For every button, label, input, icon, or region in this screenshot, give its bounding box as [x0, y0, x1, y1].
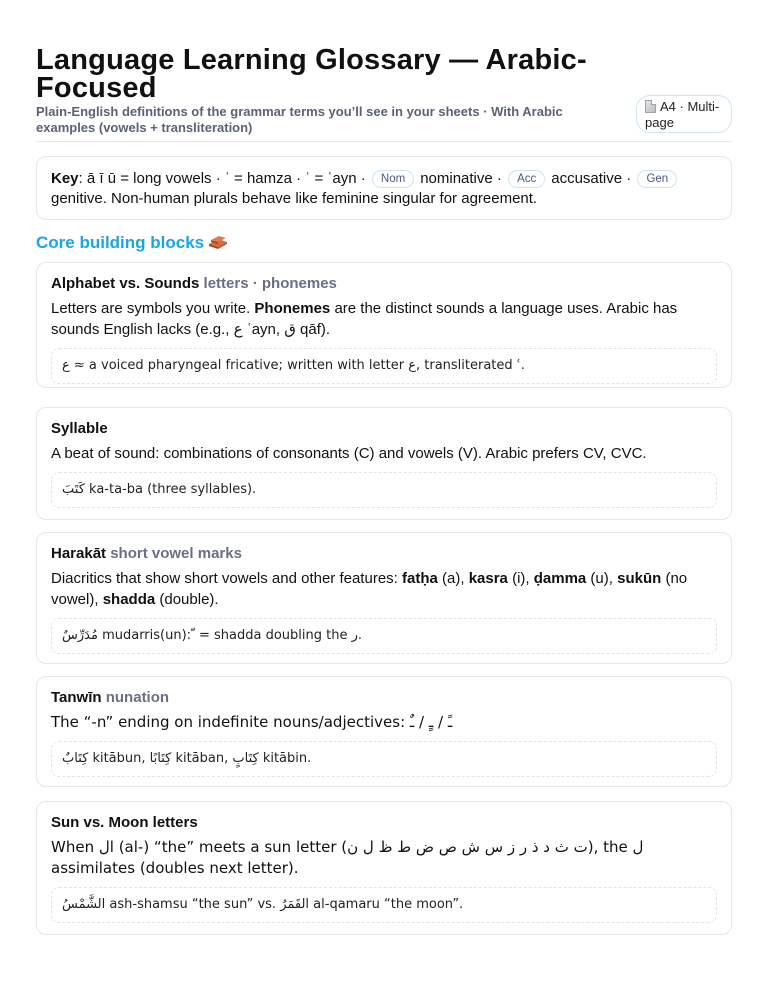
key-text-genitive: genitive. Non-human plurals behave like feminine singular for agreement. — [51, 190, 538, 207]
brick-icon — [208, 235, 228, 249]
page-title: Language Learning Glossary — Arabic-Focused — [36, 44, 587, 104]
definition-text: (double). — [155, 591, 219, 608]
term-kasra: kasra — [468, 570, 508, 587]
tag-nom: Nom — [372, 170, 414, 188]
card-example: الشَّمْسُ ash-shamsu “the sun” vs. القَمَرُ al-qamaru “the moon”. — [51, 887, 717, 923]
key-label: Key — [51, 170, 79, 187]
definition-text: (no vowel), — [51, 570, 688, 608]
definition-text: (i), — [507, 570, 534, 587]
card-title — [51, 544, 717, 564]
card-definition: A beat of sound: combinations of consonants (C) and vowels (V). Arabic prefers CV, CVC. — [51, 445, 647, 462]
term-fatha: fatḥa — [402, 570, 438, 587]
key-legend — [36, 156, 732, 220]
definition-text: (a), — [437, 570, 469, 587]
key-text-vowels: : ā ī ū = long vowels · ʾ = hamza · ʿ = ʿayn · — [78, 170, 366, 187]
definition-text: Letters are symbols you write. — [51, 300, 255, 317]
card-definition: When ال (al-) “the” meets a sun letter (ت ث د ذ ر ز س ش ص ض ط ظ ل ن), the ل assimilates (doubles next letter). — [51, 838, 644, 877]
card-subtitle: nunation — [105, 689, 170, 706]
term-damma: ḍamma — [533, 570, 587, 587]
card-example: ع ≈ a voiced pharyngeal fricative; written with letter ع, transliterated ʿ. — [51, 348, 717, 384]
section-heading — [36, 232, 228, 254]
card-example: كَتَبَ ka-ta-ba (three syllables). — [51, 472, 717, 508]
definition-text: are the distinct sounds a language uses. Arabic has sounds English lacks (e.g., ع ʿayn, ق qāf). — [51, 300, 678, 338]
key-text-accusative: accusative · — [551, 170, 632, 187]
card-tanwin — [36, 676, 732, 787]
card-subtitle: short vowel marks — [110, 545, 242, 562]
card-subtitle: letters · phonemes — [203, 275, 337, 292]
document-icon — [645, 100, 656, 113]
card-definition — [51, 298, 717, 340]
card-title: Sun vs. Moon letters — [51, 814, 198, 831]
format-badge — [636, 95, 732, 133]
term-sukun: sukūn — [617, 570, 662, 587]
card-alphabet-vs-sounds — [36, 262, 732, 388]
card-title-text: Harakāt — [51, 545, 107, 562]
card-syllable — [36, 407, 732, 520]
glossary-page — [36, 44, 732, 912]
term-shadda: shadda — [102, 591, 156, 608]
card-title — [51, 274, 717, 294]
tag-gen: Gen — [637, 170, 677, 188]
page-header — [36, 46, 732, 142]
card-example: كِتَابٌ kitābun, كِتَابًا kitāban, كِتَابٍ kitābin. — [51, 741, 717, 777]
card-title — [51, 688, 717, 708]
definition-text: Diacritics that show short vowels and other features: — [51, 570, 402, 587]
card-title-text: Tanwīn — [51, 689, 102, 706]
card-definition — [51, 568, 717, 610]
card-example: مُدَرِّسٌ mudarris(un): ّ = shadda doubling the ر. — [51, 618, 717, 654]
card-harakat — [36, 532, 732, 664]
tag-acc: Acc — [508, 170, 545, 188]
card-definition: The “-n” ending on indefinite nouns/adjectives: ـً / ـٍ / ـٌ — [51, 713, 453, 731]
section-title: Core building blocks — [36, 233, 205, 252]
key-text-nominative: nominative · — [420, 170, 502, 187]
card-title-text: Alphabet vs. Sounds — [51, 275, 200, 292]
card-sun-moon-letters — [36, 801, 732, 935]
card-title: Syllable — [51, 420, 108, 437]
format-badge-label: A4 · Multi-page — [645, 99, 720, 130]
page-subtitle: Plain-English definitions of the grammar terms you’ll see in your sheets · With Arabic examples (vowels + transliteration) — [36, 104, 563, 135]
definition-text: (u), — [586, 570, 618, 587]
definition-term: Phonemes — [254, 300, 331, 317]
